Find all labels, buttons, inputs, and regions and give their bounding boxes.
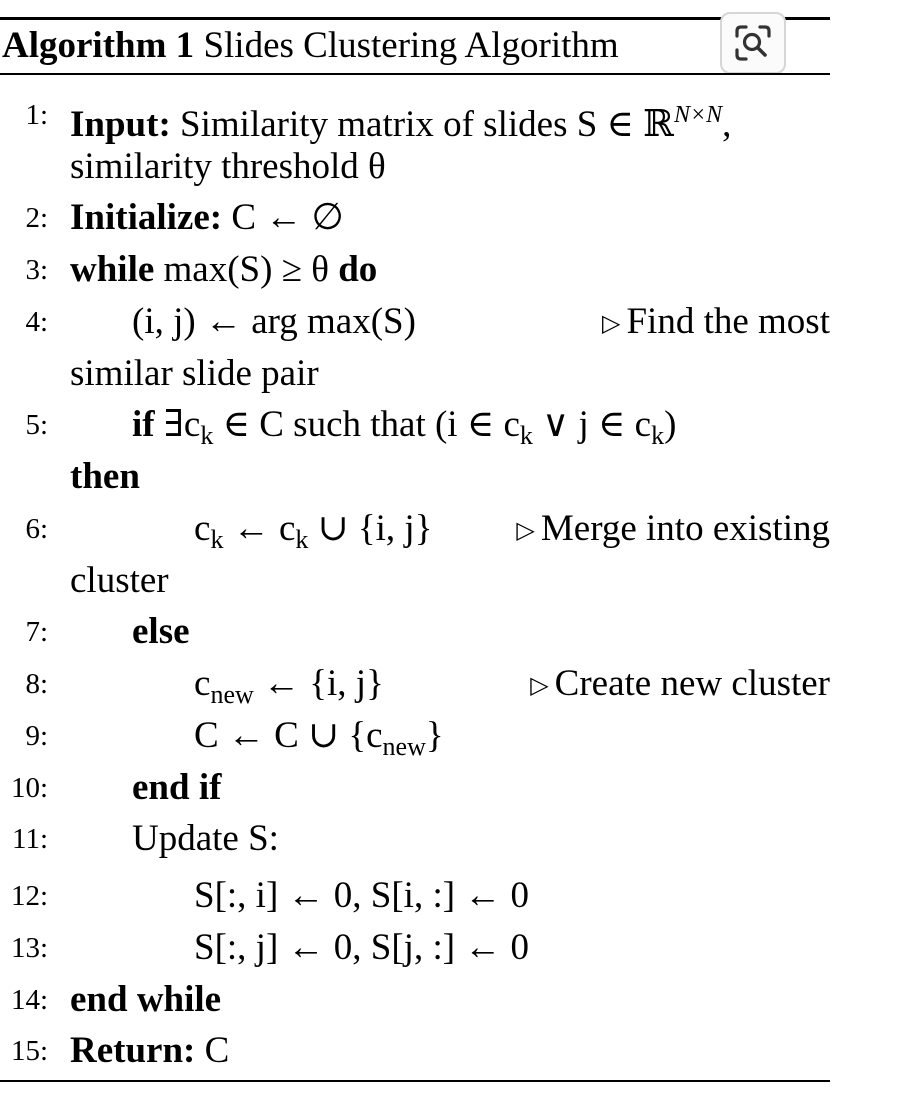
keyword: Return: — [70, 1030, 196, 1071]
comment: ▷ Create new cluster — [530, 663, 830, 704]
line-number: 12: — [10, 880, 48, 912]
algo-line-15: 15: Return: C — [0, 1025, 840, 1077]
algo-line-11: 11: Update S: — [0, 813, 840, 865]
algo-line-3: 3: while max(S) ≥ θ do — [0, 244, 840, 296]
line-number: 4: — [25, 306, 48, 338]
line-number: 3: — [25, 254, 48, 286]
image-search-button[interactable] — [720, 12, 786, 74]
algo-line-14 — [0, 974, 840, 1026]
line-number: 9: — [25, 720, 48, 752]
keyword: else — [132, 611, 190, 652]
algo-line-5-cont — [0, 451, 840, 503]
line-number: 7: — [25, 616, 48, 648]
algo-line-10 — [0, 762, 840, 814]
algorithm-label: Algorithm 1 — [2, 25, 195, 66]
algo-line-2: 2: Initialize: C ← ∅ — [0, 192, 840, 244]
line-number: 15: — [10, 1035, 48, 1067]
line-number: 10: — [10, 772, 48, 804]
algo-line-4-cont: similar slide pair — [70, 353, 319, 394]
keyword: Input: — [70, 104, 171, 145]
keyword: if — [132, 404, 155, 445]
line-number: 11: — [12, 823, 48, 855]
comment: ▷ Merge into existing — [516, 508, 830, 549]
algo-line-1-cont: similarity threshold θ — [70, 146, 386, 187]
keyword: do — [338, 249, 378, 290]
keyword: Initialize: — [70, 197, 223, 238]
header-rule — [0, 73, 830, 75]
line-number: 2: — [25, 202, 48, 234]
line-number: 13: — [10, 932, 48, 964]
line-number: 6: — [25, 513, 48, 545]
algo-line-4: 4: (i, j) ← arg max(S) ▷ Find the most — [0, 296, 840, 348]
keyword: then — [70, 456, 140, 497]
keyword: end if — [132, 767, 222, 808]
algo-line-5: 5: if $\exists c_k$ ∈ C such that (i ∈ $c_k$ ∨ j ∈ $c_k$) — [0, 399, 840, 451]
line-number: 1: — [25, 99, 48, 131]
algo-line-9: 9: C ← C ∪ $\{c_{new}\}$ — [0, 710, 840, 762]
algo-line-7 — [0, 606, 840, 658]
image-search-icon — [733, 23, 773, 63]
algo-line-6-cont: cluster — [70, 560, 169, 601]
algo-line-8: 8: $c_{new}$ ← {i, j} ▷ Create new cluster — [0, 658, 840, 710]
algo-line-12: 12: S[:, i] ← 0, S[i, :] ← 0 — [0, 870, 840, 922]
line-number: 14: — [10, 984, 48, 1016]
algo-line-13: 13: S[:, j] ← 0, S[j, :] ← 0 — [0, 922, 840, 974]
algorithm-title — [2, 20, 619, 72]
comment: ▷ Find the most — [602, 301, 830, 342]
algorithm-name: Slides Clustering Algorithm — [203, 25, 619, 66]
algo-line-1: 1: Input: Similarity matrix of slides S ∈ ℝ$^{N\times N}$, — [0, 89, 840, 141]
algo-line-6: 6: $c_k$ ← $c_k$ ∪ {i, j} ▷ Merge into existing — [0, 503, 840, 555]
line-number: 8: — [25, 668, 48, 700]
keyword: while — [70, 249, 155, 290]
bottom-rule — [0, 1080, 830, 1082]
line-number: 5: — [25, 409, 48, 441]
keyword: end while — [70, 979, 222, 1020]
